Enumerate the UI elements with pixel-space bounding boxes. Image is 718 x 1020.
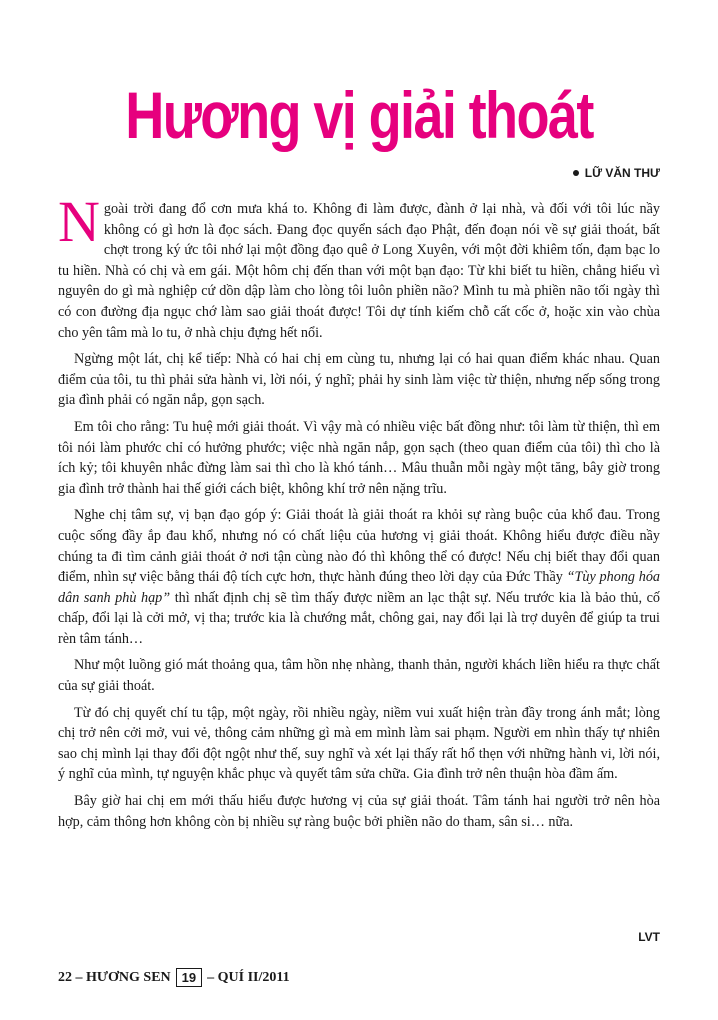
bullet-dot-icon bbox=[573, 170, 579, 176]
paragraph-4-text-a: Nghe chị tâm sự, vị bạn đạo góp ý: Giải thoát là giải thoát ra khỏi sự ràng buộc của khổ đau. Trong cuộc sống đầy ắp đau khổ, nhưng nó có chất liệu của hương vị giải thoát. Không hiểu được điều nầy chúng ta đi tìm cảnh giải thoát ở nơi tận cùng nào đó thì không thể có được! Nếu chị biết thay đổi quan điểm, nhìn sự việc bằng thái độ tích cực hơn, thực hành đúng theo lời dạy của Đức Thầy bbox=[58, 507, 660, 586]
drop-cap: N bbox=[58, 189, 100, 254]
quote-text: “Tùy phong hóa dân sanh phù hạp” bbox=[58, 569, 661, 606]
page-footer bbox=[58, 968, 290, 987]
paragraph-1 bbox=[58, 189, 660, 343]
article-title: Hương vị giải thoát bbox=[125, 78, 593, 152]
paragraph-1-text: goài trời đang đổ cơn mưa khá to. Không đi làm được, đành ở lại nhà, và đối với tôi lúc nầy không có gì hơn là đọc sách. Đang đọc quyển sách đạo Phật, đến đoạn nói về sự giải thoát, bất chợt trong ký ức tôi nhớ lại một đồng đạo quê ở Long Xuyên, với một đời khiêm tốn, đạm bạc lo tu hiền. Nhà có chị và em gái. Một hôm chị đến than với một bạn đạo: Từ khi biết tu hiền, chẳng hiểu vì nguyên do gì mà nghiệp cứ dồn dập làm cho lòng tôi luôn phiền não? Mình tu mà phiền não tối ngày thì có con đường địa ngục chớ làm sao giải thoát được! Tôi dự tính kiếm chỗ cất cốc ở, hoặc xin vào chùa cho yên tâm mà lo tu, ở nhà chịu đựng hết nổi. bbox=[58, 201, 660, 341]
author-byline bbox=[573, 166, 660, 180]
paragraph-7: Bây giờ hai chị em mới thấu hiểu được hương vị của sự giải thoát. Tâm tánh hai người trở nên hòa hợp, cảm thông hơn không còn bị nhiều sự ràng buộc bởi phiền não do tham, sân si… nữa. bbox=[58, 793, 660, 830]
paragraph-2: Ngừng một lát, chị kể tiếp: Nhà có hai chị em cùng tu, nhưng lại có hai quan điểm khác nhau. Quan điểm của tôi, tu thì phải sửa hành vi, lời nói, ý nghĩ; phải hy sinh làm việc từ thiện, nhưng nếp sống trong gia đình phải có ngăn nắp, gọn sạch. bbox=[58, 351, 660, 409]
article-signoff: LVT bbox=[638, 930, 660, 944]
paragraph-3: Em tôi cho rằng: Tu huệ mới giải thoát. Vì vậy mà có nhiều việc bất đồng như: tôi làm từ thiện, thì em tôi nói làm phước chỉ có hưởng phước; việc nhà ngăn nắp, gọn sạch (theo quan điểm của tôi) thì cho là ích kỷ; tôi khuyên nhắc đừng làm sai thì cho là khó tánh… Mâu thuẫn mỗi ngày một tăng, bây giờ trong gia đình trở thành hai thế giới cách biệt, không khí trở nên nặng trĩu. bbox=[58, 418, 660, 497]
footer-page-prefix: 22 – HƯƠNG SEN bbox=[58, 969, 171, 985]
author-name: LỮ VĂN THƯ bbox=[584, 166, 660, 180]
paragraph-4-text-b: thì nhất định chị sẽ tìm thấy được niềm an lạc thật sự. Nếu trước kia là bảo thủ, cố chấp, đổi lại là cởi mở, vị tha; trước kia là chướng mắt, chông gai, nay đổi lại là trợ duyên để giúp ta trui rèn tâm tánh… bbox=[58, 589, 660, 647]
paragraph-6: Từ đó chị quyết chí tu tập, một ngày, rồi nhiều ngày, niềm vui xuất hiện tràn đầy trong ánh mắt; lòng chị trở nên cởi mở, vui vẻ, thông cảm những gì mà em mình làm sai phạm. Người em nhìn thấy tự nhiên sao chị mình lại thay đổi đột ngột như thế, suy nghĩ và xét lại thấy rất hổ thẹn với những hành vi, lời nói, ý nghĩ của mình, tự nguyện khắc phục và quyết tâm sửa chữa. Gia đình trở nên thuận hòa đầm ấm. bbox=[58, 704, 660, 783]
issue-number-badge: 19 bbox=[176, 968, 202, 987]
footer-page-suffix: – QUÍ II/2011 bbox=[207, 969, 290, 985]
article-body bbox=[58, 189, 661, 838]
paragraph-5: Như một luồng gió mát thoảng qua, tâm hồn nhẹ nhàng, thanh thản, người khách liền hiểu ra thực chất của sự giải thoát. bbox=[58, 657, 660, 695]
paragraph-4 bbox=[58, 505, 660, 649]
